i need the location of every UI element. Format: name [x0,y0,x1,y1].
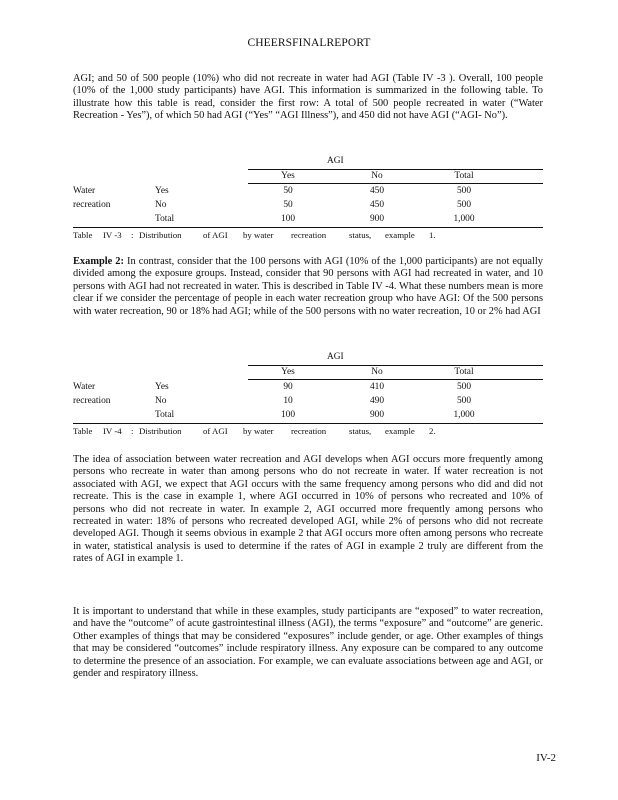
caption-part: 1. [429,230,436,240]
cell: 450 [369,200,385,210]
col-header-no: No [371,171,383,181]
caption-part: by water [243,230,274,240]
page-number: IV-2 [536,752,556,764]
cell: 500 [456,396,472,406]
col-header-yes: Yes [281,367,295,377]
table-iv-4 [73,352,543,440]
row-group-label: recreation [73,396,111,406]
caption-part: Distribution [139,426,182,436]
cell: 410 [369,382,385,392]
caption-part: example [385,230,415,240]
table-caption [73,426,543,438]
example-label: Example 2: [73,256,124,267]
caption-part: by water [243,426,274,436]
caption-part: Distribution [139,230,182,240]
row-label: Total [155,214,175,224]
cell: 900 [369,214,385,224]
agi-header: AGI [327,352,344,362]
table-iv-3 [73,156,543,244]
caption-part: of AGI [203,230,228,240]
cell: 100 [280,214,296,224]
table-rule [73,227,543,228]
caption-part: Table [73,426,93,436]
caption-part: : [131,230,134,240]
table-rule [248,169,543,170]
page-title: CHEERSFINALREPORT [247,37,371,49]
caption-part: recreation [291,230,327,240]
row-label: Yes [155,382,169,392]
caption-part: 2. [429,426,436,436]
col-header-no: No [371,367,383,377]
cell: 900 [369,410,385,420]
row-group-label: recreation [73,200,111,210]
cell: 1,000 [453,214,475,224]
cell: 1,000 [453,410,475,420]
cell: 50 [283,186,293,196]
table-rule [248,183,543,184]
caption-part: : [131,426,134,436]
row-label: Total [155,410,175,420]
cell: 500 [456,186,472,196]
cell: 500 [456,382,472,392]
cell: 500 [456,200,472,210]
cell: 90 [283,382,293,392]
table-rule [248,365,543,366]
row-label: No [155,200,167,210]
row-group-label: Water [73,186,96,196]
cell: 50 [283,200,293,210]
table-rule [73,423,543,424]
cell: 100 [280,410,296,420]
cell: 10 [283,396,293,406]
caption-part: status, [349,426,372,436]
agi-header: AGI [327,156,344,166]
table-caption [73,230,543,242]
row-label: No [155,396,167,406]
table-rule [248,379,543,380]
paragraph-3: The idea of association between water recreation and AGI develops when AGI occurs more frequently among persons who recreate in water than among persons who do not recreate in water. If water recreation is not associated with AGI, we expect that AGI occurs with the same frequency among persons who did and did not recreate. This is the case in example 1, where AGI occurred in 10% of persons who recreated and 10% of persons who did not recreate in water. In example 2, AGI occurred more frequently among persons who recreated in water: 18% of persons who recreated developed AGI, while 2% of persons who did not recreate developed AGI. Though it seems obvious in example 2 that AGI occurs more often among persons who recreate in water, statistical analysis is used to determine if the rates of AGI in example 2 truly are different from the rates of AGI in example 1. [73,454,543,565]
paragraph-2-text: In contrast, consider that the 100 persons with AGI (10% of the 1,000 participants) are not equally divided among the exposure groups. Instead, consider that 90 persons with AGI had recreated in water, and 10 persons with AGI had not recreated in water. This is described in Table IV -4. What these numbers mean is more clear if we consider the percentage of people in each water recreation group who have AGI: Of the 500 persons with water recreation, 90 or 18% had AGI; while of the 500 persons with no water recreation, 10 or 2% had AGI [73,256,543,317]
paragraph-1: AGI; and 50 of 500 people (10%) who did not recreate in water had AGI (Table IV -3 ). Overall, 100 people (10% of the 1,000 study participants) have AGI. This information is summarized in the following table. To illustrate how this table is read, consider the first row: A total of 500 people recreated in water (“Water Recreation - Yes”), of which 50 had AGI (“Yes” “AGI Illness”), and 450 did not have AGI (“AGI- No”). [73,73,543,122]
paragraph-4: It is important to understand that while in these examples, study participants are “exposed” to water recreation, and have the “outcome” of acute gastrointestinal illness (AGI), the terms “exposure” and “outcome” are generic. Other examples of things that may be considered “exposures” include gender, or age. Other examples of things that may be considered “outcomes” include respiratory illness. Any exposure can be compared to any outcome to determine the presence of an association. For example, we can evaluate associations between age and AGI, or gender and respiratory illness. [73,606,543,680]
caption-part: recreation [291,426,327,436]
cell: 450 [369,186,385,196]
col-header-yes: Yes [281,171,295,181]
row-group-label: Water [73,382,96,392]
caption-part: IV -3 [103,230,122,240]
paragraph-2 [73,256,543,318]
col-header-total: Total [454,367,474,377]
row-label: Yes [155,186,169,196]
caption-part: status, [349,230,372,240]
caption-part: example [385,426,415,436]
caption-part: Table [73,230,93,240]
cell: 490 [369,396,385,406]
caption-part: of AGI [203,426,228,436]
col-header-total: Total [454,171,474,181]
caption-part: IV -4 [103,426,122,436]
